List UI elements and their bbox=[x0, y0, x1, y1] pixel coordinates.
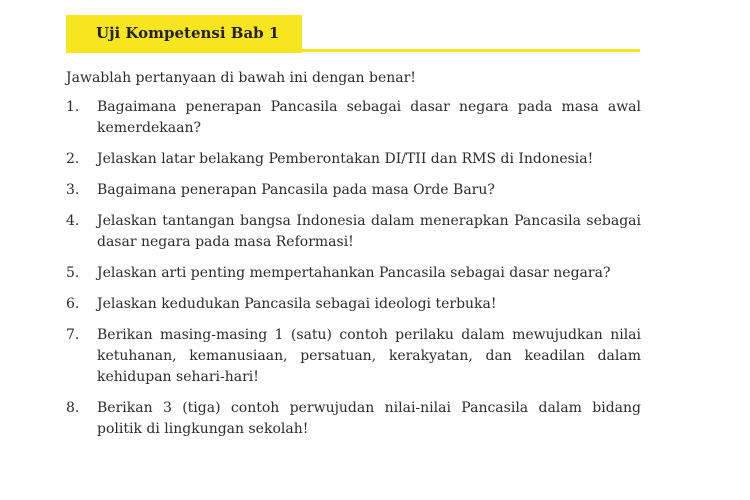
question-number: 1. bbox=[66, 99, 80, 115]
question-item bbox=[66, 294, 641, 315]
question-item bbox=[66, 180, 641, 201]
question-number: 8. bbox=[66, 400, 80, 416]
instruction-text: Jawablah pertanyaan di bawah ini dengan benar! bbox=[66, 70, 416, 86]
question-text: Jelaskan latar belakang Pemberontakan DI/TII dan RMS di Indonesia! bbox=[97, 151, 594, 167]
section-title: Uji Kompetensi Bab 1 bbox=[96, 24, 280, 42]
question-number: 7. bbox=[66, 327, 80, 343]
question-list bbox=[66, 97, 641, 450]
question-text: Bagaimana penerapan Pancasila sebagai dasar negara pada masa awal kemerdekaan? bbox=[97, 99, 641, 136]
question-item bbox=[66, 97, 641, 139]
question-item bbox=[66, 149, 641, 170]
question-text: Berikan masing-masing 1 (satu) contoh perilaku dalam mewujudkan nilai ketuhanan, kemanusiaan, persatuan, kerakyatan, dan keadilan dalam kehidupan sehari-hari! bbox=[97, 327, 641, 385]
question-item bbox=[66, 263, 641, 284]
question-text: Berikan 3 (tiga) contoh perwujudan nilai-nilai Pancasila dalam bidang politik di lingkungan sekolah! bbox=[97, 400, 641, 437]
question-number: 6. bbox=[66, 296, 80, 312]
question-number: 3. bbox=[66, 182, 80, 198]
question-item bbox=[66, 398, 641, 440]
question-number: 4. bbox=[66, 213, 80, 229]
question-text: Jelaskan arti penting mempertahankan Pancasila sebagai dasar negara? bbox=[97, 265, 611, 281]
question-item bbox=[66, 211, 641, 253]
question-text: Jelaskan kedudukan Pancasila sebagai ideologi terbuka! bbox=[97, 296, 497, 312]
question-text: Jelaskan tantangan bangsa Indonesia dalam menerapkan Pancasila sebagai dasar negara pada masa Reformasi! bbox=[97, 213, 641, 250]
question-number: 5. bbox=[66, 265, 80, 281]
question-text: Bagaimana penerapan Pancasila pada masa Orde Baru? bbox=[97, 182, 495, 198]
header-underline bbox=[300, 49, 640, 52]
question-number: 2. bbox=[66, 151, 80, 167]
question-item bbox=[66, 325, 641, 388]
